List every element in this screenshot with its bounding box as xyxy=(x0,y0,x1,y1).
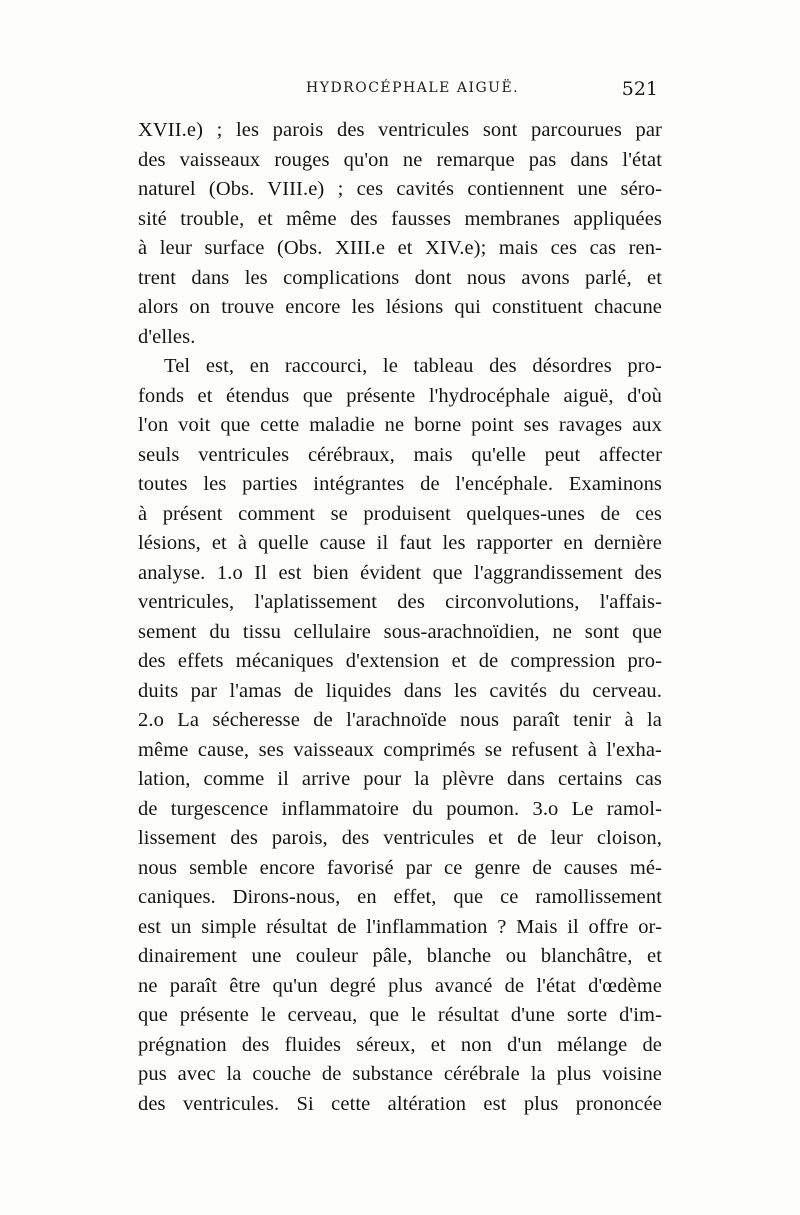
text-line: trent dans les complications dont nous avons parlé, et xyxy=(138,266,662,289)
text-line: caniques. Dirons-nous, en effet, que ce ramollissement xyxy=(138,886,662,908)
body-text xyxy=(138,116,662,1119)
text-line: dinairement une couleur pâle, blanche ou blanchâtre, et xyxy=(138,945,662,967)
text-line: analyse. 1.o Il est bien évident que l'aggrandissement des xyxy=(138,561,662,584)
text-line: lésions, et à quelle cause il faut les rapporter en dernière xyxy=(138,532,662,554)
text-line: d'elles. xyxy=(138,325,196,348)
text-line: naturel (Obs. VIII.e) ; ces cavités contiennent une séro- xyxy=(138,178,662,200)
text-line: prégnation des fluides séreux, et non d'un mélange de xyxy=(138,1033,662,1056)
text-line: même cause, ses vaisseaux comprimés se refusent à l'exha- xyxy=(138,738,662,761)
text-line: des vaisseaux rouges qu'on ne remarque pas dans l'état xyxy=(138,148,662,171)
running-head: HYDROCÉPHALE AIGUË. xyxy=(306,80,520,96)
text-line: à leur surface (Obs. XIII.e et XIV.e); mais ces cas ren- xyxy=(138,237,662,259)
text-line: est un simple résultat de l'inflammation ? Mais il offre or- xyxy=(138,915,662,938)
text-line: fonds et étendus que présente l'hydrocéphale aiguë, d'où xyxy=(138,384,662,407)
text-line: ventricules, l'aplatissement des circonvolutions, l'affais- xyxy=(138,591,662,613)
text-line: sement du tissu cellulaire sous-arachnoïdien, ne sont que xyxy=(138,620,662,643)
text-line: pus avec la couche de substance cérébrale la plus voisine xyxy=(138,1063,662,1085)
text-line: l'on voit que cette maladie ne borne point ses ravages aux xyxy=(138,414,662,436)
text-line: XVII.e) ; les parois des ventricules sont parcourues par xyxy=(138,119,662,141)
text-line: des effets mécaniques d'extension et de compression pro- xyxy=(138,650,662,672)
text-line: ne paraît être qu'un degré plus avancé de l'état d'œdème xyxy=(138,974,662,997)
text-line: duits par l'amas de liquides dans les cavités du cerveau. xyxy=(138,679,662,702)
text-line: des ventricules. Si cette altération est plus prononcée xyxy=(138,1092,662,1115)
text-line: nous semble encore favorisé par ce genre de causes mé- xyxy=(138,856,662,879)
text-line: alors on trouve encore les lésions qui constituent chacune xyxy=(138,296,662,318)
text-line: de turgescence inflammatoire du poumon. 3.o Le ramol- xyxy=(138,797,662,820)
text-line: sité trouble, et même des fausses membranes appliquées xyxy=(138,207,662,230)
text-line: lissement des parois, des ventricules et de leur cloison, xyxy=(138,827,662,849)
text-line: lation, comme il arrive pour la plèvre dans certains cas xyxy=(138,768,662,790)
text-line: à présent comment se produisent quelques-unes de ces xyxy=(138,502,662,525)
text-line: seuls ventricules cérébraux, mais qu'elle peut affecter xyxy=(138,443,662,466)
page-header xyxy=(138,80,658,110)
page-number: 521 xyxy=(621,78,658,100)
text-line: que présente le cerveau, que le résultat d'une sorte d'im- xyxy=(138,1004,662,1026)
text-line: toutes les parties intégrantes de l'encéphale. Examinons xyxy=(138,473,662,495)
text-line: 2.o La sécheresse de l'arachnoïde nous paraît tenir à la xyxy=(138,709,662,731)
text-line: Tel est, en raccourci, le tableau des désordres pro- xyxy=(164,355,662,377)
